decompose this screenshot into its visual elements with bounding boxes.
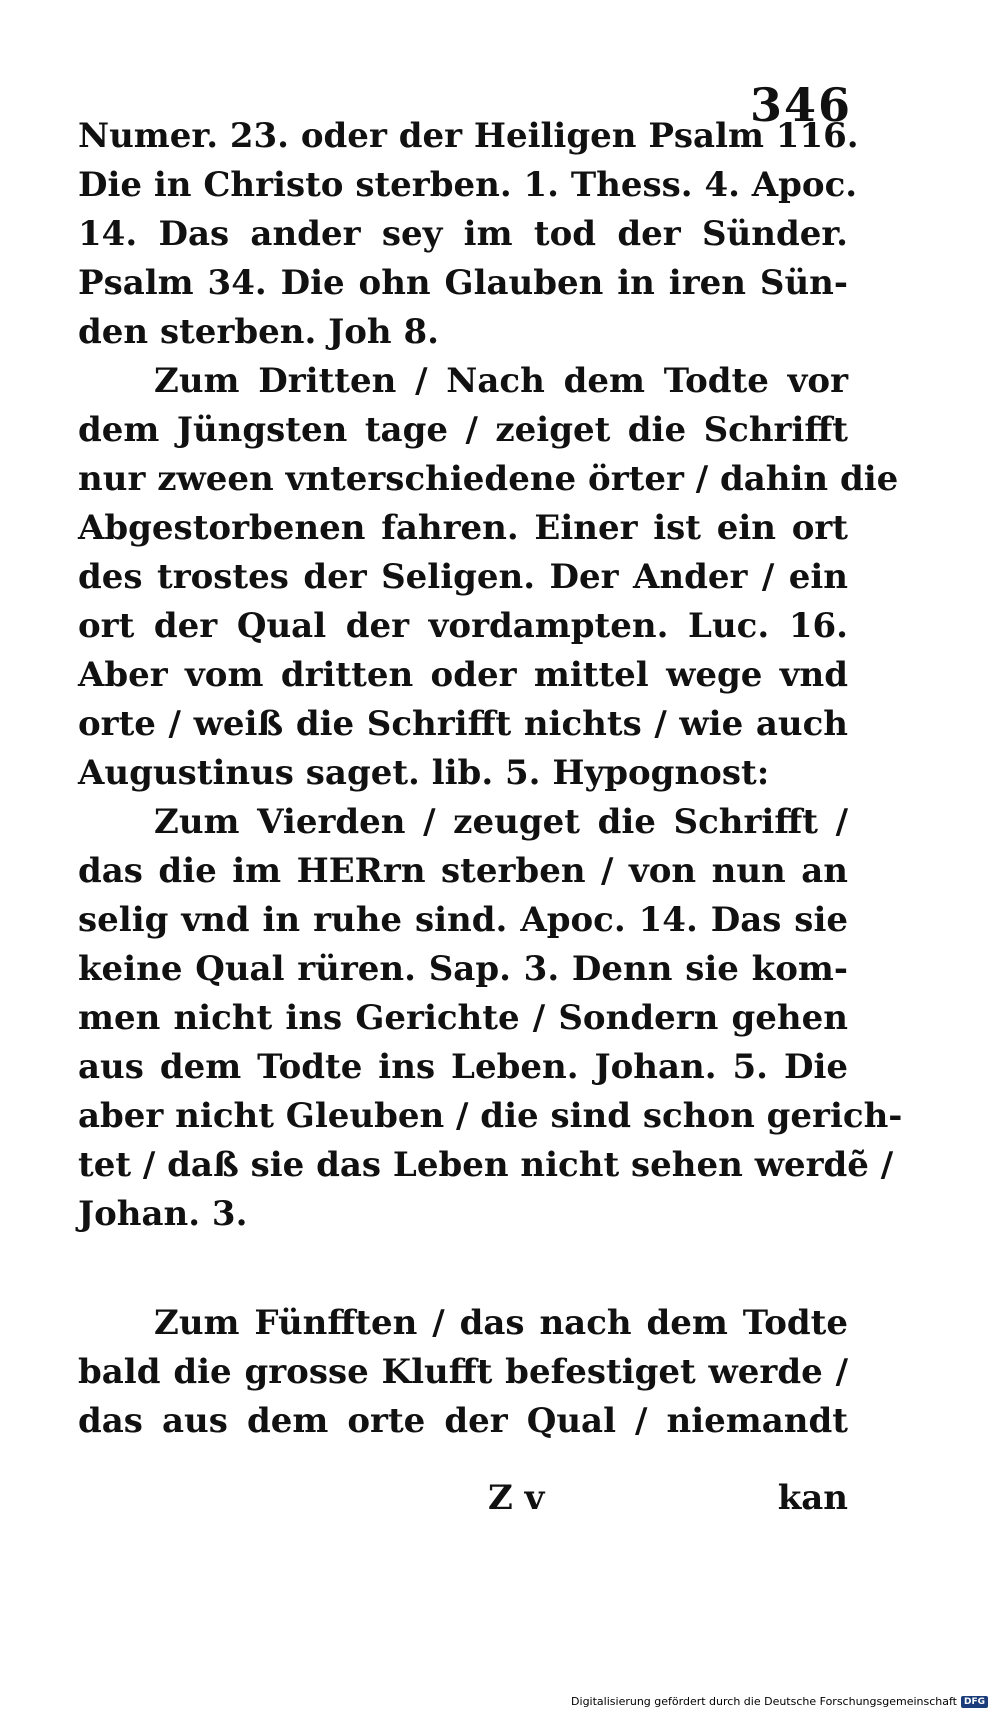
text-line: orte / weiß die Schrifft nichts / wie auch xyxy=(78,704,848,744)
text-line: Aber vom dritten oder mittel wege vnd xyxy=(78,655,848,695)
text-line: Zum Vierden / zeuget die Schrifft / xyxy=(154,802,848,842)
footer xyxy=(571,1695,988,1708)
text-line: ort der Qual der vordampten. Luc. 16. xyxy=(78,606,848,646)
text-line: Die in Christo sterben. 1. Thess. 4. Apoc. xyxy=(78,165,858,205)
footer-text: Digitalisierung gefördert durch die Deutsche Forschungsgemeinschaft xyxy=(571,1695,957,1708)
catchword: kan xyxy=(777,1478,848,1518)
text-line: Augustinus saget. lib. 5. Hypognost: xyxy=(78,753,770,793)
text-line: Zum Fünfften / das nach dem Todte xyxy=(154,1303,848,1343)
signature-mark: Z v xyxy=(488,1478,545,1518)
text-line: aber nicht Gleuben / die sind schon gerich- xyxy=(78,1096,903,1136)
text-line: das die im HERrn sterben / von nun an xyxy=(78,851,848,891)
text-line: dem Jüngsten tage / zeiget die Schrifft xyxy=(78,410,848,450)
text-line: keine Qual rüren. Sap. 3. Denn sie kom- xyxy=(78,949,848,989)
text-line: Johan. 3. xyxy=(78,1194,248,1234)
text-line: aus dem Todte ins Leben. Johan. 5. Die xyxy=(78,1047,848,1087)
text-line: 14. Das ander sey im tod der Sünder. xyxy=(78,214,848,254)
dfg-logo-icon: DFG xyxy=(961,1696,988,1708)
text-line: das aus dem orte der Qual / niemandt xyxy=(78,1401,848,1441)
text-line: Zum Dritten / Nach dem Todte vor xyxy=(154,361,848,401)
page-number: 346 xyxy=(750,78,853,132)
text-line: men nicht ins Gerichte / Sondern gehen xyxy=(78,998,848,1038)
text-line: bald die grosse Klufft befestiget werde / xyxy=(78,1352,848,1392)
text-line: des trostes der Seligen. Der Ander / ein xyxy=(78,557,848,597)
text-line: selig vnd in ruhe sind. Apoc. 14. Das sie xyxy=(78,900,848,940)
text-line: Abgestorbenen fahren. Einer ist ein ort xyxy=(78,508,848,548)
paragraph-gap xyxy=(78,1239,848,1299)
text-line: tet / daß sie das Leben nicht sehen werdẽ / xyxy=(78,1145,894,1185)
text-line: Numer. 23. oder der Heiligen Psalm 116. xyxy=(78,116,859,156)
body-text xyxy=(78,112,903,1446)
text-line: nur zween vnterschiedene örter / dahin die xyxy=(78,459,899,499)
text-line: Psalm 34. Die ohn Glauben in iren Sün- xyxy=(78,263,848,303)
text-line: den sterben. Joh 8. xyxy=(78,312,439,352)
